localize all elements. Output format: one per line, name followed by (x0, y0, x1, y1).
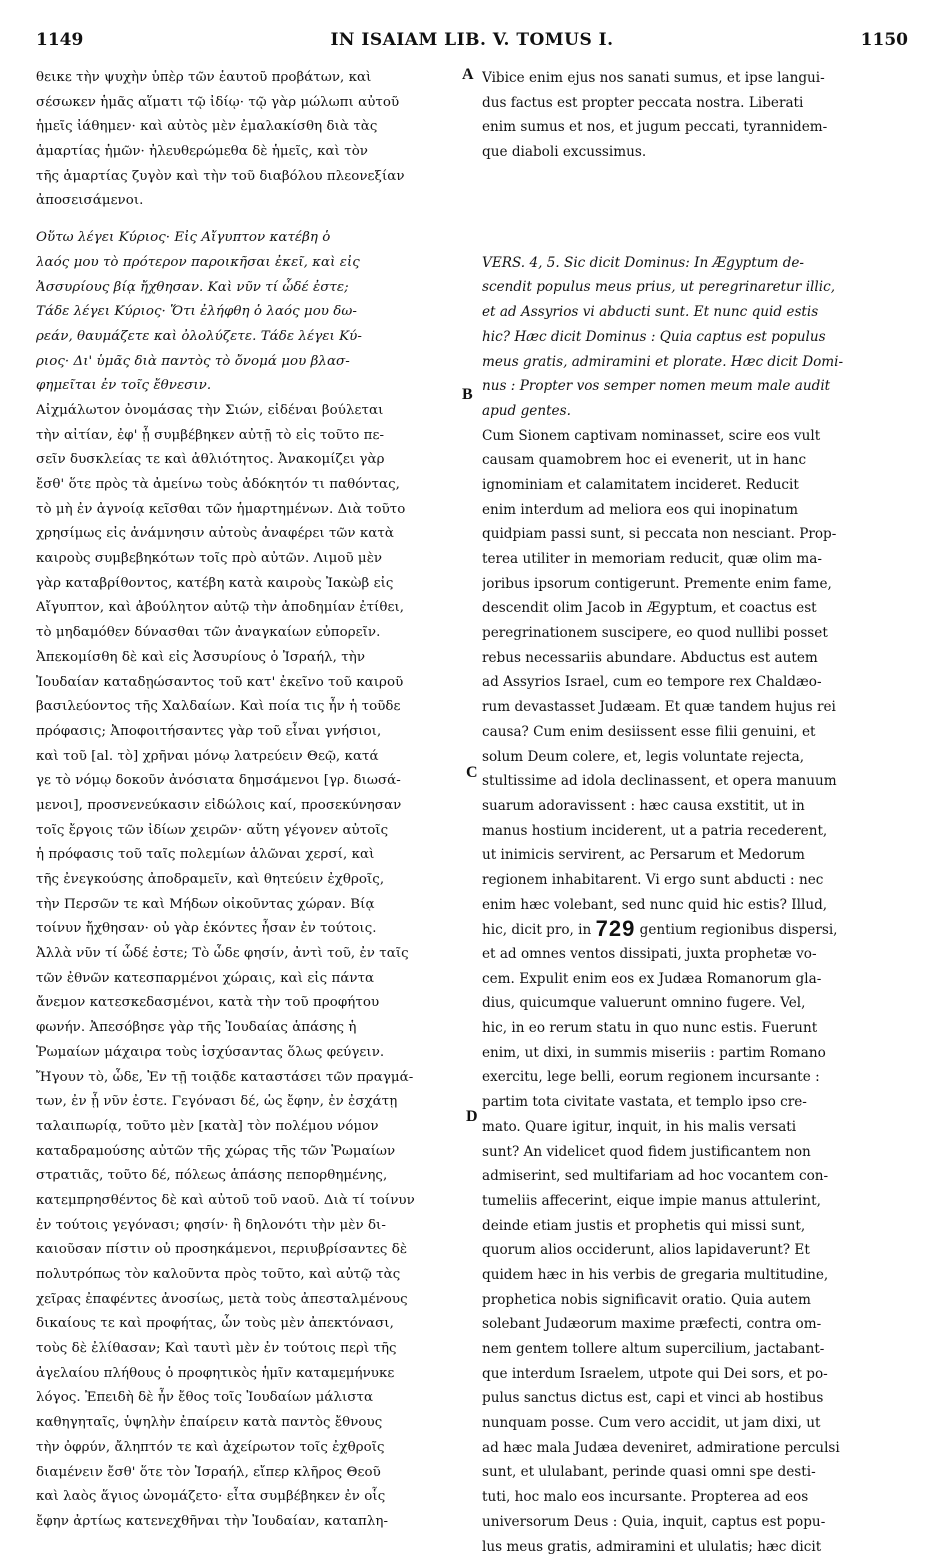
greek-line: τὴν ὀφρύν, ἄληπτόν τε καὶ ἀχείρωτον τοῖς ἐχθροῖς (36, 1436, 460, 1461)
latin-line: enim, ut dixi, in summis miseriis : partim Romano (482, 1041, 908, 1066)
page-number-right: 1150 (861, 30, 908, 50)
latin-line: prophetica nobis significavit oratio. Quia autem (482, 1288, 908, 1313)
latin-line: que diaboli excussimus. (482, 140, 908, 165)
greek-line: φωνήν. Ἀπεσόβησε γὰρ τῆς Ἰουδαίας ἁπάσης ἡ (36, 1016, 460, 1041)
latin-line: causa? Cum enim desiissent esse filii genuini, et (482, 720, 908, 745)
latin-line: que interdum Israelem, utpote qui Dei sors, et po- (482, 1362, 908, 1387)
greek-verse-line: ρεάν, θαυμάζετε καὶ ὀλολύζετε. Τάδε λέγει Κύ- (36, 325, 460, 350)
greek-line: καταδραμούσης αὐτῶν τῆς χώρας τῆς τῶν Ῥωμαίων (36, 1140, 460, 1165)
greek-line: των, ἐν ᾗ νῦν ἐστε. Γεγόνασι δέ, ὡς ἔφην, ἐν ἐσχάτῃ (36, 1090, 460, 1115)
greek-line: τὸ μὴ ἐν ἀγνοίᾳ κεῖσθαι τῶν ἡμαρτημένων. Διὰ τοῦτο (36, 498, 460, 523)
latin-verse-line: hic? Hæc dicit Dominus : Quia captus est populus (482, 325, 908, 350)
latin-line: Cum Sionem captivam nominasset, scire eos vult (482, 424, 908, 449)
greek-line: βασιλεύοντος τῆς Χαλδαίων. Καὶ ποία τις ἦν ἡ τοῦδε (36, 695, 460, 720)
latin-line: admiserint, sed multifariam ad hoc vocantem con- (482, 1164, 908, 1189)
section-marker-b: B (462, 386, 473, 404)
greek-line: χεῖρας ἐπαφέντες ἀνοσίως, μετὰ τοὺς ἀπεσταλμένους (36, 1288, 460, 1313)
latin-line: partim tota civitate vastata, et templo ipso cre- (482, 1090, 908, 1115)
page-number-left: 1149 (36, 30, 83, 50)
greek-line: καὶ τοῦ [al. τὸ] χρῆναι μόνῳ λατρεύειν Θεῷ, κατά (36, 745, 460, 770)
latin-line: stultissime ad idola declinassent, et opera manuum (482, 769, 908, 794)
latin-line: exercitu, lege belli, eorum regionem incursante : (482, 1065, 908, 1090)
greek-block-2 (36, 226, 460, 399)
column-number: 729 (596, 917, 636, 941)
latin-line: causam quamobrem hoc ei evenerit, ut in hanc (482, 448, 908, 473)
latin-line: tuti, hoc malo eos incursante. Propterea ad eos (482, 1485, 908, 1510)
greek-column (36, 66, 460, 1535)
section-marker-c: C (466, 764, 478, 782)
latin-line: peregrinationem suscipere, eo quod nullibi posset (482, 621, 908, 646)
greek-line: Ἤγουν τὸ, ὧδε, Ἐν τῇ τοιᾷδε καταστάσει τῶν πραγμά- (36, 1066, 460, 1091)
greek-line: τοίνυν ἤχθησαν· οὐ γὰρ ἑκόντες ἦσαν ἐν τούτοις. (36, 917, 460, 942)
latin-line: quorum alios occiderunt, alios lapidaverunt? Et (482, 1238, 908, 1263)
column-number-line-before: hic, dicit pro, in (482, 922, 591, 938)
greek-verse-line: ριος· Δι' ὑμᾶς διὰ παντὸς τὸ ὄνομά μου βλασ- (36, 350, 460, 375)
greek-line: τῆς ἐνεγκούσης ἀποδραμεῖν, καὶ θητεύειν ἐχθροῖς, (36, 868, 460, 893)
greek-line: σεῖν δυσκλείας τε καὶ ἀθλιότητος. Ἀνακομίζει γὰρ (36, 448, 460, 473)
greek-line: ἡ πρόφασις τοῦ ταῖς πολεμίων ἁλῶναι χερσί, καὶ (36, 843, 460, 868)
greek-line: καθηγηταῖς, ὑψηλὴν ἐπαίρειν κατὰ παντὸς ἔθνους (36, 1411, 460, 1436)
latin-line: deinde etiam justis et prophetis qui missi sunt, (482, 1214, 908, 1239)
greek-line: τὴν Περσῶν τε καὶ Μήδων οἰκοῦντας χώραν. Βίᾳ (36, 893, 460, 918)
greek-line: μενοι], προσνενεύκασιν εἰδώλοις καί, προσεκύνησαν (36, 794, 460, 819)
greek-line: ἔφην ἀρτίως κατενεχθῆναι τὴν Ἰουδαίαν, καταπλη- (36, 1510, 460, 1535)
greek-line: ἄνεμον κατεσκεδασμένοι, κατὰ τὴν τοῦ προφήτου (36, 991, 460, 1016)
running-title: IN ISAIAM LIB. V. TOMUS I. (36, 30, 908, 50)
greek-line: πολυτρόπως τὸν καλοῦντα πρὸς τοῦτο, καὶ αὐτῷ τὰς (36, 1263, 460, 1288)
greek-line: σέσωκεν ἡμᾶς αἵματι τῷ ἰδίῳ· τῷ γὰρ μώλωπι αὐτοῦ (36, 91, 460, 116)
latin-line: ad Assyrios Israel, cum eo tempore rex Chaldæo- (482, 670, 908, 695)
latin-line: cem. Expulit enim eos ex Judæa Romanorum gla- (482, 967, 908, 992)
latin-line: quidpiam passi sunt, si peccata non nesciant. Prop- (482, 522, 908, 547)
greek-line: Ἰουδαίαν καταδῃώσαντος τοῦ κατ' ἐκεῖνο τοῦ καιροῦ (36, 671, 460, 696)
latin-line: sunt, et ululabant, perinde quasi omni spe desti- (482, 1460, 908, 1485)
latin-verse-line: meus gratis, admiramini et plorate. Hæc dicit Domi- (482, 350, 908, 375)
greek-line: χρησίμως εἰς ἀνάμνησιν αὐτοὺς ἀναφέρει τῶν κατὰ (36, 522, 460, 547)
latin-line: dius, quicumque valuerunt omnino fugere. Vel, (482, 991, 908, 1016)
greek-verse-line: λαός μου τὸ πρότερον παροικῆσαι ἐκεῖ, καὶ εἰς (36, 251, 460, 276)
greek-line: λόγος. Ἐπειδὴ δὲ ἦν ἔθος τοῖς Ἰουδαίων μάλιστα (36, 1386, 460, 1411)
greek-line: τοῖς ἔργοις τῶν ἰδίων χειρῶν· αὕτη γέγονεν αὐτοῖς (36, 819, 460, 844)
latin-verse-line: nus : Propter vos semper nomen meum male audit (482, 374, 908, 399)
greek-line: καιοῦσαν πίστιν οὐ προσηκάμενοι, περιυβρίσαντες δὲ (36, 1238, 460, 1263)
greek-line: τὴν αἰτίαν, ἐφ' ᾗ συμβέβηκεν αὐτῇ τὸ εἰς τοῦτο πε- (36, 424, 460, 449)
latin-line: tumeliis affecerint, eique impie manus attulerint, (482, 1189, 908, 1214)
greek-line: γὰρ καταβρίθοντος, κατέβη κατὰ καιροὺς Ἰακὼβ εἰς (36, 572, 460, 597)
latin-line: universorum Deus : Quia, inquit, captus est popu- (482, 1510, 908, 1535)
latin-line: terea utiliter in memoriam reducit, quæ olim ma- (482, 547, 908, 572)
greek-line: τοὺς δὲ ἐλίθασαν; Καὶ ταυτὶ μὲν ἐν τούτοις περὶ τῆς (36, 1337, 460, 1362)
latin-line: pulus sanctus dictus est, capi et vinci ab hostibus (482, 1386, 908, 1411)
column-number-line (482, 917, 908, 942)
greek-line: θεικε τὴν ψυχὴν ὑπὲρ τῶν ἑαυτοῦ προβάτων, καὶ (36, 66, 460, 91)
latin-block-1 (482, 66, 908, 165)
latin-line: quidem hæc in his verbis de gregaria multitudine, (482, 1263, 908, 1288)
greek-line: ἀγελαίου πλήθους ὁ προφητικὸς ἡμῖν καταμεμήνυκε (36, 1362, 460, 1387)
greek-line: ἀποσεισάμενοι. (36, 189, 460, 214)
latin-verse-line: scendit populus meus prius, ut peregrinaretur illic, (482, 275, 908, 300)
latin-block-3 (482, 424, 908, 1559)
greek-line: Ἀλλὰ νῦν τί ὧδέ ἐστε; Τὸ ὧδε φησίν, ἀντὶ τοῦ, ἐν ταῖς (36, 942, 460, 967)
greek-block-1 (36, 66, 460, 214)
latin-line: et ad omnes ventos dissipati, juxta prophetæ vo- (482, 942, 908, 967)
latin-line: solebant Judæorum maxime præfecti, contra om- (482, 1312, 908, 1337)
greek-line: ἐν τούτοις γεγόνασι; φησίν· ἢ δηλονότι τὴν μὲν δι- (36, 1214, 460, 1239)
greek-block-3 (36, 399, 460, 1535)
latin-line: joribus ipsorum contigerunt. Premente enim fame, (482, 572, 908, 597)
latin-line: Vibice enim ejus nos sanati sumus, et ipse langui- (482, 66, 908, 91)
latin-line: nem gentem tollere altum supercilium, jactabant- (482, 1337, 908, 1362)
greek-line: ἁμαρτίας ἡμῶν· ἠλευθερώμεθα δὲ ἡμεῖς, καὶ τὸν (36, 140, 460, 165)
latin-verse-line: apud gentes. (482, 399, 908, 424)
greek-line: κατεμπρησθέντος δὲ καὶ αὐτοῦ τοῦ ναοῦ. Διὰ τί τοίνυν (36, 1189, 460, 1214)
latin-line: rum devastasset Judæam. Et quæ tandem hujus rei (482, 695, 908, 720)
greek-verse-line: Ἀσσυρίους βίᾳ ἤχθησαν. Καὶ νῦν τί ὧδέ ἐστε; (36, 276, 460, 301)
latin-line: suarum adoravissent : hæc causa exstitit, ut in (482, 794, 908, 819)
latin-line: hic, in eo rerum statu in quo nunc estis. Fuerunt (482, 1016, 908, 1041)
latin-column (482, 66, 908, 1559)
latin-line: lus meus gratis, admiramini et ululatis; hæc dicit (482, 1535, 908, 1559)
latin-line: nunquam posse. Cum vero accidit, ut jam dixi, ut (482, 1411, 908, 1436)
greek-line: ἔσθ' ὅτε πρὸς τὰ ἀμείνω τοὺς ἀδόκητόν τι παθόντας, (36, 473, 460, 498)
latin-line: enim hæc volebant, sed nunc quid hic estis? Illud, (482, 893, 908, 918)
greek-verse-line: Τάδε λέγει Κύριος· Ὅτι ἐλήφθη ὁ λαός μου δω- (36, 300, 460, 325)
latin-line: descendit olim Jacob in Ægyptum, et coactus est (482, 596, 908, 621)
greek-line: ταλαιπωρίᾳ, τοῦτο μὲν [κατὰ] τὸν πολέμου νόμον (36, 1115, 460, 1140)
greek-line: Ῥωμαίων μάχαιρα τοὺς ἰσχύσαντας ὅλως φεύγειν. (36, 1041, 460, 1066)
greek-line: δικαίους τε καὶ προφήτας, ὧν τοὺς μὲν ἀπεκτόνασι, (36, 1312, 460, 1337)
latin-line: mato. Quare igitur, inquit, in his malis versati (482, 1115, 908, 1140)
greek-line: τῶν ἐθνῶν κατεσπαρμένοι χώραις, καὶ εἰς πάντα (36, 967, 460, 992)
greek-line: πρόφασις; Ἀποφοιτήσαντες γὰρ τοῦ εἶναι γνήσιοι, (36, 720, 460, 745)
greek-line: γε τὸ νόμῳ δοκοῦν ἀνόσιατα δημσάμενοι [γρ. διωσά- (36, 769, 460, 794)
latin-line: enim sumus et nos, et jugum peccati, tyrannidem- (482, 115, 908, 140)
greek-verse-line: φημεῖται ἐν τοῖς ἔθνεσιν. (36, 374, 460, 399)
latin-line: dus factus est propter peccata nostra. Liberati (482, 91, 908, 116)
latin-verse-line: VERS. 4, 5. Sic dicit Dominus: In Ægyptum de- (482, 251, 908, 276)
latin-verse-line: et ad Assyrios vi abducti sunt. Et nunc quid estis (482, 300, 908, 325)
greek-line: στρατιᾶς, τοῦτο δέ, πόλεως ἁπάσης πεπορθημένης, (36, 1164, 460, 1189)
greek-line: Αἴγυπτον, καὶ ἀβούλητον αὐτῷ τὴν ἀποδημίαν ἐτίθει, (36, 596, 460, 621)
greek-verse-line: Οὕτω λέγει Κύριος· Εἰς Αἴγυπτον κατέβη ὁ (36, 226, 460, 251)
latin-line: ignominiam et calamitatem incideret. Reducit (482, 473, 908, 498)
greek-line: καιροὺς συμβεβηκότων τοῖς πρὸ αὐτῶν. Λιμοῦ μὲν (36, 547, 460, 572)
greek-line: ἡμεῖς ἰάθημεν· καὶ αὐτὸς μὲν ἐμαλακίσθη διὰ τὰς (36, 115, 460, 140)
latin-line: ad hæc mala Judæa deveniret, admiratione perculsi (482, 1436, 908, 1461)
latin-line: enim interdum ad meliora eos qui inopinatum (482, 498, 908, 523)
latin-line: regionem inhabitarent. Vi ergo sunt abducti : nec (482, 868, 908, 893)
latin-line: solum Deum colere, et, legis voluntate rejecta, (482, 745, 908, 770)
latin-line: rebus necessariis abundare. Abductus est autem (482, 646, 908, 671)
latin-line: sunt? An videlicet quod fidem justificantem non (482, 1140, 908, 1165)
running-header (36, 30, 908, 56)
greek-line: τῆς ἁμαρτίας ζυγὸν καὶ τὴν τοῦ διαβόλου πλεονεξίαν (36, 165, 460, 190)
greek-line: τὸ μηδαμόθεν δύνασθαι τῶν ἀναγκαίων εὐπορεῖν. (36, 621, 460, 646)
section-marker-a: A (462, 66, 474, 84)
latin-block-2 (482, 251, 908, 424)
greek-line: Ἀπεκομίσθη δὲ καὶ εἰς Ἀσσυρίους ὁ Ἰσραήλ, τὴν (36, 646, 460, 671)
greek-line: Αἰχμάλωτον ὀνομάσας τὴν Σιών, εἰδέναι βούλεται (36, 399, 460, 424)
column-number-line-after: gentium regionibus dispersi, (640, 922, 838, 938)
latin-line: manus hostium inciderent, ut a patria recederent, (482, 819, 908, 844)
greek-line: καὶ λαὸς ἅγιος ὠνομάζετο· εἶτα συμβέβηκεν ἐν οἷς (36, 1485, 460, 1510)
greek-line: διαμένειν ἔσθ' ὅτε τὸν Ἰσραήλ, εἴπερ κλῆρος Θεοῦ (36, 1461, 460, 1486)
latin-line: ut inimicis servirent, ac Persarum et Medorum (482, 843, 908, 868)
section-marker-d: D (466, 1108, 478, 1126)
